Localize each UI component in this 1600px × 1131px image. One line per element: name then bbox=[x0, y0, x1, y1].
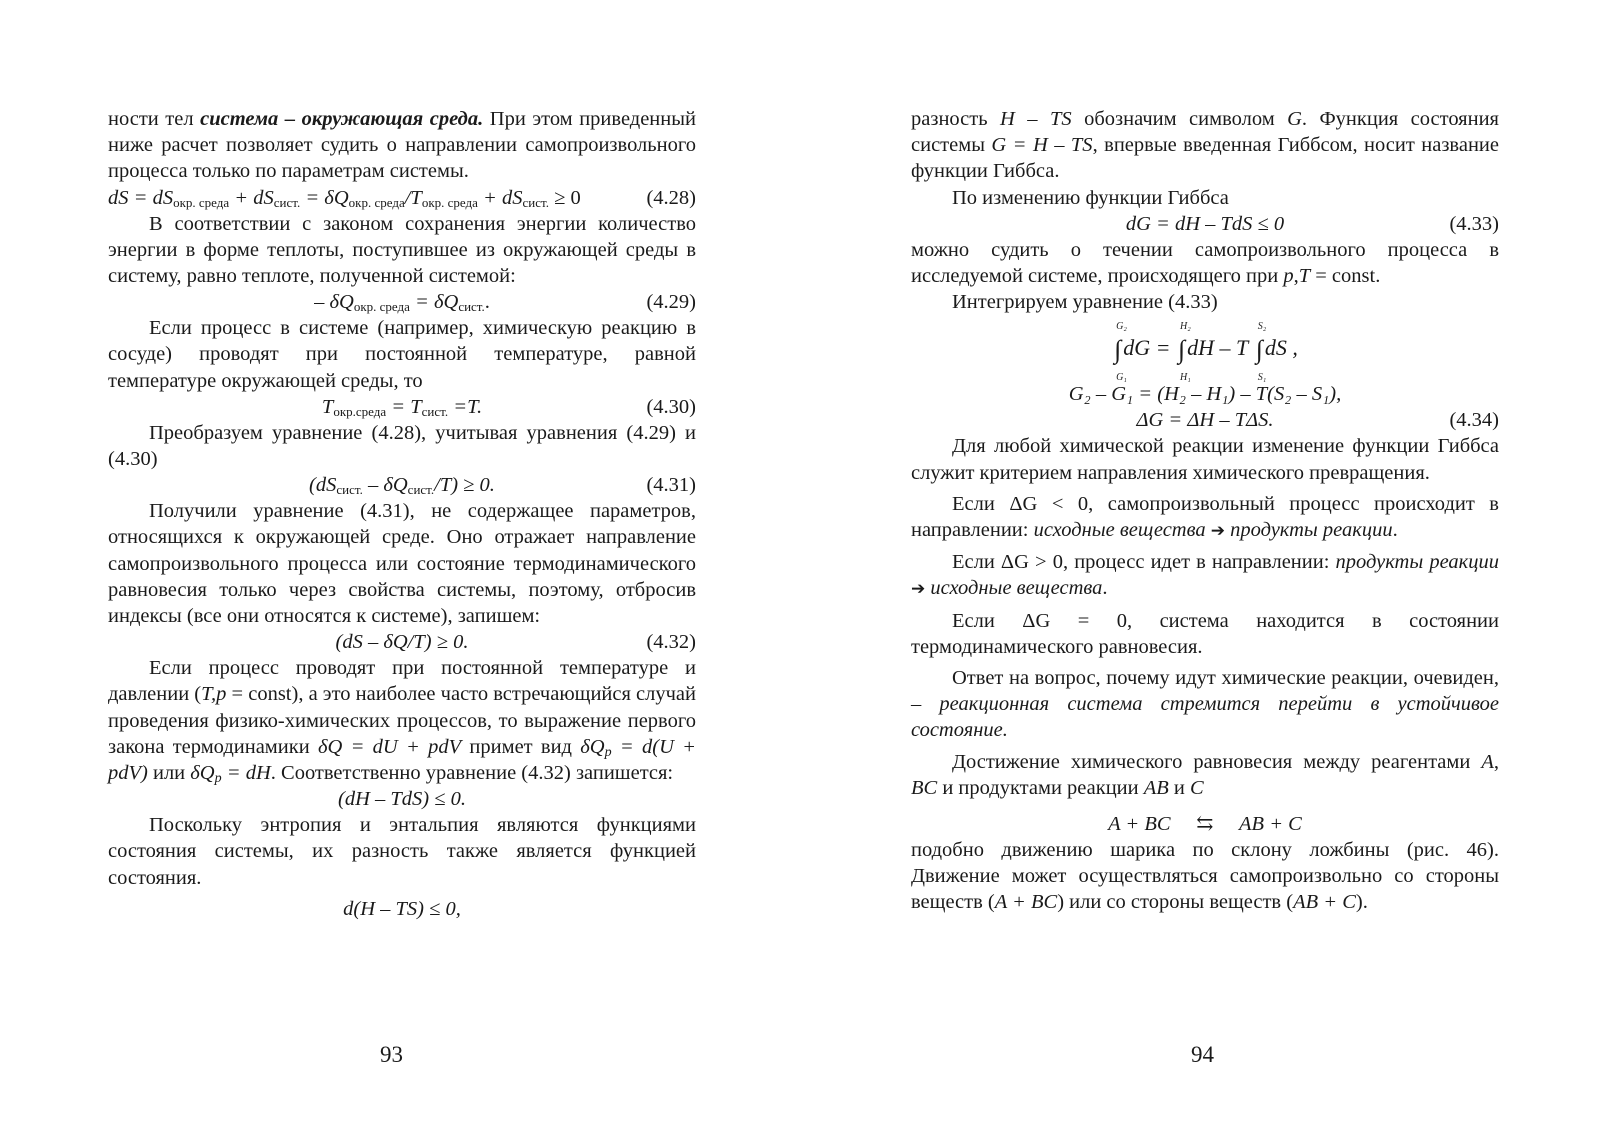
paragraph: разность H – TS обозначим символом G. Функция состояния системы G = H – TS, впервые введенная Гиббсом, носит название функции Гиббса. bbox=[911, 108, 1499, 183]
paragraph: ности тел система – окружающая среда. При этом приведенный ниже расчет позволяет судить о направлении самопроизвольного процесса только по параметрам системы. bbox=[108, 108, 696, 183]
equation-4-28: dS = $dS_{окр. среда} + dS_{сист.} = \delta Q_{окр. среда}/T_{окр. среда} + dS_{сист.} \ge 0$ (4.28) bbox=[108, 186, 696, 210]
equation-4-33: dG = dH – TdS ≤ 0 (4.33) bbox=[1125, 212, 1499, 235]
paragraph: Ответ на вопрос, почему идут химические реакции, очевиден, – реакционная система стремится перейти в устойчивое состояние. bbox=[911, 667, 1499, 742]
integral-sign: ∫ S₂ S₁ bbox=[1255, 321, 1267, 384]
paragraph: Если ΔG < 0, самопроизвольный процесс происходит в направлении: исходные вещества ➔ продукты реакции. bbox=[911, 492, 1499, 542]
paragraph: подобно движению шарика по склону ложбины (рис. 46). Движение может осуществляться самопроизвольно со стороны веществ (A + BC) или со стороны веществ (AB + C). bbox=[911, 839, 1499, 914]
reaction-equation: A + BC ⇆ AB + C bbox=[1108, 813, 1302, 836]
right-page bbox=[911, 106, 1499, 916]
equation-number: (4.32) bbox=[646, 631, 696, 654]
paragraph: Поскольку энтропия и энтальпия являются функциями состояния системы, их разность также является функцией состояния. bbox=[108, 814, 696, 889]
equation-4-30: $T_{окр.среда} = T_{сист.} =T$. (4.30) bbox=[321, 395, 696, 419]
paragraph: Если процесс проводят при постоянной температуре и давлении (T,p = const), а это наиболее часто встречающийся случай проведения физико-химических процессов, то выражение первого закона термодинамики δQ = dU + pdV примет вид $\delta Q_p = d(U + pdV)$ или $\delta Q_p$ = dH. Соответственно уравнение (4.32) запишется: bbox=[108, 657, 696, 787]
equation-dh: (dH – TdS) ≤ 0. bbox=[338, 788, 466, 811]
equation-number: (4.30) bbox=[646, 395, 696, 418]
arrow-icon: ➔ bbox=[911, 579, 926, 599]
integral-equation: ∫ G₂ G₁ dG = ∫ H₂ H₁ dH – T ∫ S₂ S₁ dS , bbox=[1114, 321, 1298, 384]
equation-g-difference: G₂ – G₁ = (H₂ – H₁) – T(S₂ – S₁), bbox=[1068, 383, 1342, 406]
equation-number: (4.31) bbox=[646, 474, 696, 497]
arrow-icon: ➔ bbox=[1210, 521, 1225, 541]
equation-4-34: ΔG = ΔH – TΔS. (4.34) bbox=[1136, 409, 1499, 432]
equation-dhts: d(H – TS) ≤ 0, bbox=[343, 897, 461, 920]
paragraph: Преобразуем уравнение (4.28), учитывая уравнения (4.29) и (4.30) bbox=[108, 421, 696, 471]
paragraph: В соответствии с законом сохранения энергии количество энергии в форме теплоты, поступившее из окружающей среды в систему, равно теплоте, полученной системой: bbox=[108, 212, 696, 288]
left-page bbox=[108, 106, 696, 922]
equation-4-31: $(dS_{сист.} - \delta Q_{сист.}/T) \ge 0$. (4.31) bbox=[309, 474, 696, 498]
paragraph: Если ΔG > 0, процесс идет в направлении: продукты реакции ➔ исходные вещества. bbox=[911, 551, 1499, 600]
equation-number: (4.33) bbox=[1449, 212, 1499, 235]
paragraph: По изменению функции Гиббса bbox=[952, 186, 1229, 209]
equilibrium-arrow-icon: ⇆ bbox=[1196, 813, 1214, 836]
page-number-left: 93 bbox=[380, 1042, 403, 1067]
paragraph: Интегрируем уравнение (4.33) bbox=[952, 291, 1218, 314]
integral-sign: ∫ H₂ H₁ bbox=[1177, 321, 1191, 384]
paragraph: Если ΔG = 0, система находится в состоянии термодинамического равновесия. bbox=[911, 609, 1499, 658]
paragraph: Если процесс в системе (например, химическую реакцию в сосуде) проводят при постоянной температуре, равной температуре окружающей среды, то bbox=[108, 317, 696, 392]
paragraph: можно судить о течении самопроизвольного процесса в исследуемой системе, происходящего при p,T = const. bbox=[911, 238, 1499, 288]
equation-number: (4.28) bbox=[646, 186, 696, 209]
equation-number: (4.29) bbox=[646, 291, 696, 314]
integral-sign: ∫ G₂ G₁ bbox=[1114, 321, 1127, 384]
equation-4-29: – $\delta Q_{окр. среда} = \delta Q_{сист.}$. (4.29) bbox=[314, 291, 696, 315]
equation-4-32: (dS – δQ/T) ≥ 0. (4.32) bbox=[335, 631, 696, 654]
paragraph: Для любой химической реакции изменение функции Гиббса служит критерием направления химического превращения. bbox=[911, 435, 1499, 484]
equation-number: (4.34) bbox=[1449, 409, 1499, 432]
paragraph: Получили уравнение (4.31), не содержащее параметров, относящихся к окружающей среде. Оно отражает направление самопроизвольного процесса или состояние термодинамического равновесия только через свойства системы, поэтому, отбросив индексы (все они относятся к системе), запишем: bbox=[108, 500, 696, 628]
paragraph: Достижение химического равновесия между реагентами A, BC и продуктами реакции AB и C bbox=[911, 750, 1499, 799]
page-number-right: 94 bbox=[1191, 1042, 1214, 1067]
